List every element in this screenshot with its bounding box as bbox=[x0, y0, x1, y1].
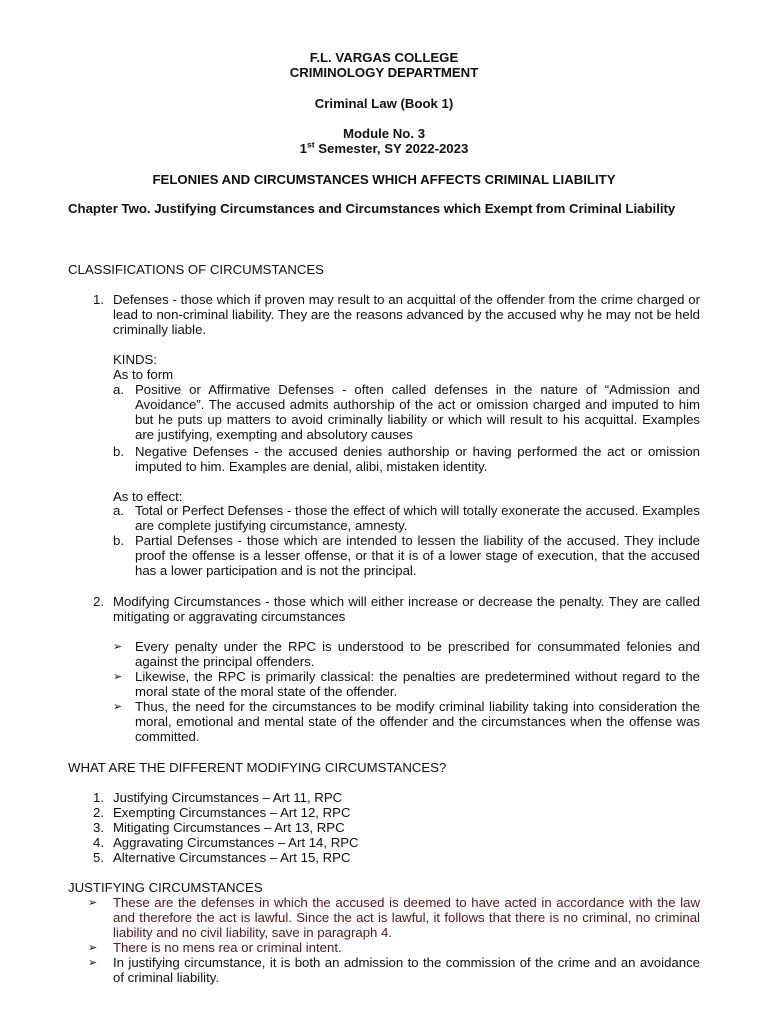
arrow-bullet-icon: ➢ bbox=[113, 700, 123, 713]
arrow-bullet-icon: ➢ bbox=[88, 896, 98, 909]
form-b-letter: b. bbox=[113, 444, 124, 459]
justifying-bullet-lawful: These are the defenses in which the accused is deemed to have acted in accordance with the law and therefore the act is lawful. Since the act is lawful, it follows that there is no criminal, no criminal liability and no civil liability, save in paragraph 4. bbox=[113, 895, 700, 940]
negative-defenses-text: Negative Defenses - the accused denies authorship or having performed the act or omission imputed to him. Examples are denial, alibi, mistaken identity. bbox=[135, 444, 700, 474]
kinds-label: KINDS: bbox=[113, 352, 157, 367]
arrow-bullet-icon: ➢ bbox=[88, 956, 98, 969]
list-item-number: 3. bbox=[93, 820, 104, 835]
modifying-heading: WHAT ARE THE DIFFERENT MODIFYING CIRCUMSTANCES? bbox=[68, 760, 447, 775]
list-item: Mitigating Circumstances – Art 13, RPC bbox=[113, 820, 345, 835]
bullet-classical: Likewise, the RPC is primarily classical: the penalties are predetermined without regard to the moral state of the moral state of the offender. bbox=[135, 669, 700, 699]
justifying-bullet-admission: In justifying circumstance, it is both an admission to the commission of the crime and an avoidance of criminal liability. bbox=[113, 955, 700, 985]
justifying-heading: JUSTIFYING CIRCUMSTANCES bbox=[68, 880, 263, 895]
bullet-consummated: Every penalty under the RPC is understood to be prescribed for consummated felonies and against the principal offenders. bbox=[135, 639, 700, 669]
semester-line: 1st Semester, SY 2022-2023 bbox=[299, 139, 469, 156]
as-to-form-label: As to form bbox=[113, 367, 174, 382]
list-item: Justifying Circumstances – Art 11, RPC bbox=[113, 790, 343, 805]
effect-a-letter: a. bbox=[113, 503, 124, 518]
as-to-effect-label: As to effect: bbox=[113, 489, 183, 504]
form-a-letter: a. bbox=[113, 382, 124, 397]
item-1-number: 1. bbox=[93, 292, 104, 307]
effect-b-letter: b. bbox=[113, 533, 124, 548]
classifications-heading: CLASSIFICATIONS OF CIRCUMSTANCES bbox=[68, 262, 324, 277]
bullet-need-for-circumstances: Thus, the need for the circumstances to be modify criminal liability taking into consideration the moral, emotional and mental state of the offender and the circumstances when the offense was committed. bbox=[135, 699, 700, 744]
list-item-number: 4. bbox=[93, 835, 104, 850]
list-item: Alternative Circumstances – Art 15, RPC bbox=[113, 850, 351, 865]
partial-defenses-text: Partial Defenses - those which are intended to lessen the liability of the accused. They include proof the offense is a lesser offense, or that it is of a lower stage of execution, that the accused has a lower participation and is not the principal. bbox=[135, 533, 700, 578]
justifying-bullet-mens-rea: There is no mens rea or criminal intent. bbox=[113, 940, 342, 955]
list-item-number: 2. bbox=[93, 805, 104, 820]
modifying-paragraph: Modifying Circumstances - those which will either increase or decrease the penalty. They are called mitigating or aggravating circumstances bbox=[113, 594, 700, 624]
list-item: Aggravating Circumstances – Art 14, RPC bbox=[113, 835, 359, 850]
list-item-number: 1. bbox=[93, 790, 104, 805]
arrow-bullet-icon: ➢ bbox=[113, 640, 123, 653]
document-title: FELONIES AND CIRCUMSTANCES WHICH AFFECTS CRIMINAL LIABILITY bbox=[152, 172, 616, 187]
department-name: CRIMINOLOGY DEPARTMENT bbox=[289, 65, 479, 80]
chapter-heading: Chapter Two. Justifying Circumstances and Circumstances which Exempt from Criminal Liability bbox=[68, 201, 676, 216]
module-number: Module No. 3 bbox=[342, 126, 426, 141]
item-2-number: 2. bbox=[93, 594, 104, 609]
course-title: Criminal Law (Book 1) bbox=[314, 96, 454, 111]
list-item-number: 5. bbox=[93, 850, 104, 865]
arrow-bullet-icon: ➢ bbox=[88, 941, 98, 954]
college-name: F.L. VARGAS COLLEGE bbox=[309, 50, 459, 65]
defenses-paragraph: Defenses - those which if proven may result to an acquittal of the offender from the crime charged or lead to non-criminal liability. They are the reasons advanced by the accused why he may not be held criminally liable. bbox=[113, 292, 700, 337]
positive-defenses-text: Positive or Affirmative Defenses - often called defenses in the nature of “Admission and Avoidance”. The accused admits authorship of the act or omission charged and imputed to him but he puts up matters to avoid criminally liability or which will result to his acquittal. Examples are justifying, exempting and absolutory causes bbox=[135, 382, 700, 442]
arrow-bullet-icon: ➢ bbox=[113, 670, 123, 683]
list-item: Exempting Circumstances – Art 12, RPC bbox=[113, 805, 351, 820]
total-defenses-text: Total or Perfect Defenses - those the effect of which will totally exonerate the accused. Examples are complete justifying circumstance, amnesty. bbox=[135, 503, 700, 533]
